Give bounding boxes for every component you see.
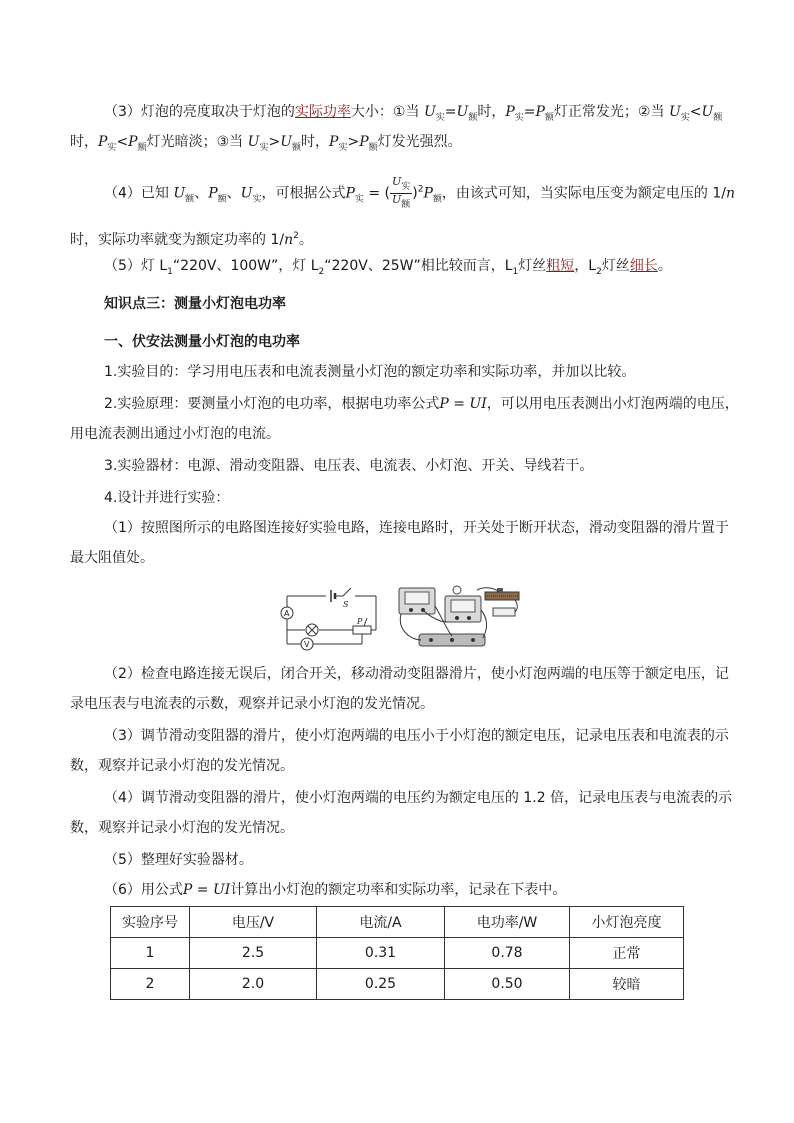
subscript: 额 [544, 113, 554, 123]
exponent: 2 [417, 184, 424, 195]
table-row [111, 969, 684, 1000]
item-1: 1.实验目的：学习用电压表和电流表测量小灯泡的额定功率和实际功率，并加以比较。 [104, 364, 636, 380]
subscript: 实 [107, 143, 117, 153]
text: > [268, 134, 281, 150]
symbol-p: P [98, 134, 108, 150]
table-row [111, 938, 684, 969]
symbol-u: U [173, 185, 186, 202]
text: 时， [301, 134, 330, 150]
subscript: 额 [217, 194, 227, 205]
text: 灯丝 [518, 258, 547, 274]
subscript: 实 [680, 113, 690, 123]
subscript: 实 [401, 182, 411, 192]
para-3-line-1 [104, 102, 722, 128]
subscript: 实 [354, 194, 364, 205]
results-table [110, 906, 684, 1000]
table-header-row [111, 907, 684, 938]
table-cell: 2.0 [190, 969, 317, 1000]
ammeter-label: A [284, 609, 290, 618]
highlight-thick-short: 粗短 [546, 258, 575, 274]
text: = [523, 104, 536, 120]
text: 。 [298, 232, 313, 248]
subscript: 实 [514, 113, 524, 123]
text: （6）用公式 [104, 882, 183, 898]
highlight-thin-long: 细长 [629, 258, 658, 274]
text: 时， [70, 134, 98, 150]
step-4-line-1: （4）调节滑动变阻器的滑片，使小灯泡两端的电压约为额定电压的 1.2 倍，记录电压表与电流表的示 [104, 790, 733, 806]
text: 时， [477, 104, 506, 120]
text: “220V、25W”相比较而言，L [324, 258, 513, 274]
subscript: 实 [259, 143, 269, 153]
step-3-line-2: 数，观察并记录小灯泡的发光情况。 [70, 758, 294, 774]
text: 2.实验原理：要测量小灯泡的电功率，根据电功率公式 [104, 396, 440, 412]
para-3-line-2 [70, 132, 462, 158]
text: “220V、100W”，灯 L [172, 258, 319, 274]
symbol-p: P [329, 134, 339, 150]
text: ，可以用电压表测出小灯泡两端的电压， [486, 396, 739, 412]
subscript: 额 [713, 113, 723, 123]
step-6 [104, 880, 566, 900]
symbol-u: U [247, 134, 260, 150]
table-cell: 正常 [570, 938, 684, 969]
voltmeter-label: V [304, 640, 310, 649]
item-2-line-2: 用电流表测出通过小灯泡的电流。 [70, 426, 280, 442]
step-1-line-2: 最大阻值处。 [70, 550, 154, 566]
fraction [390, 176, 412, 211]
formula-pui: P = UI [182, 882, 231, 898]
slider-label: P [357, 617, 363, 626]
symbol-u: U [701, 104, 714, 120]
table-cell: 0.25 [317, 969, 445, 1000]
symbol-p: P [535, 104, 545, 120]
step-2-line-2: 录电压表与电流表的示数，观察并记录小灯泡的发光情况。 [70, 696, 434, 712]
table-cell: 0.50 [445, 969, 570, 1000]
formula-u: U [391, 175, 402, 188]
text: 、 [194, 185, 209, 202]
subscript: 1 [512, 267, 519, 277]
lamp-icon [306, 624, 318, 636]
table-cell: 2.5 [190, 938, 317, 969]
item-4: 4.设计并进行实验： [104, 490, 230, 506]
symbol-p: P [505, 104, 515, 120]
text: ，由该式可知，当实际电压变为额定电压的 1/ [441, 185, 726, 202]
table-header-cell: 实验序号 [111, 907, 190, 938]
para-4-line-1 [104, 176, 735, 211]
symbol-p: P [208, 185, 218, 202]
table-cell: 较暗 [570, 969, 684, 1000]
text: < [689, 104, 702, 120]
symbol-n: n [726, 185, 736, 202]
subscript: 额 [401, 200, 411, 210]
subsection-title: 一、伏安法测量小灯泡的电功率 [104, 334, 300, 350]
subscript: 额 [185, 194, 195, 205]
step-1-line-1: （1）按照图所示的电路图连接好实验电路，连接电路时，开关处于断开状态，滑动变阻器的滑片置于 [104, 520, 729, 536]
text: 大小：①当 [350, 104, 424, 120]
slider-arrow [364, 618, 367, 626]
text: = [444, 104, 457, 120]
text: 灯丝 [601, 258, 630, 274]
power-formula: $P_实$ = ( $\frac{U_实}{U_额}$ )$^2P_额$ [345, 175, 442, 210]
subscript: 2 [596, 267, 602, 277]
text: 计算出小灯泡的额定功率和实际功率，记录在下表中。 [230, 882, 567, 898]
table-header-cell: 小灯泡亮度 [570, 907, 684, 938]
text: 时，实际功率就变为额定功率的 1/ [70, 232, 285, 248]
subscript: 额 [468, 113, 478, 123]
text: （5）灯 L [104, 258, 168, 274]
text: > [347, 134, 360, 150]
subscript: 额 [137, 143, 147, 153]
circuit-svg [271, 582, 523, 652]
apparatus-illustration [399, 586, 519, 646]
switch-label: S [343, 600, 349, 609]
symbol-u: U [668, 104, 681, 120]
text: 灯正常发光；②当 [553, 104, 669, 120]
step-2-line-1: （2）检查电路连接无误后，闭合开关，移动滑动变阻器滑片，使小灯泡两端的电压等于额定电压，记 [104, 666, 729, 682]
table-header-cell: 电流/A [317, 907, 445, 938]
subscript: 2 [318, 267, 325, 277]
text: < [116, 134, 129, 150]
circuit-figure [271, 582, 523, 652]
step-3-line-1: （3）调节滑动变阻器的滑片，使小灯泡两端的电压小于小灯泡的额定电压，记录电压表和电流表的示 [104, 728, 729, 744]
formula-u: U [391, 193, 402, 206]
circuit-schematic [287, 588, 376, 644]
text: 灯发光强烈。 [377, 134, 462, 150]
table-header-cell: 电压/V [190, 907, 317, 938]
text: 。 [657, 258, 672, 274]
section-title: 知识点三：测量小灯泡电功率 [104, 296, 286, 312]
item-2-line-1 [104, 394, 739, 414]
step-4-line-2: 数，观察并记录小灯泡的发光情况。 [70, 820, 294, 836]
symbol-p: P [359, 134, 369, 150]
text: （4）已知 [104, 185, 174, 202]
text: 、 [226, 185, 241, 202]
table-cell: 2 [111, 969, 190, 1000]
text: ，可根据公式 [261, 185, 346, 202]
formula-p: P [345, 185, 355, 202]
table-cell: 0.31 [317, 938, 445, 969]
exponent: 2 [293, 231, 299, 241]
formula-pui: P = UI [439, 396, 487, 412]
subscript: 额 [292, 143, 302, 153]
subscript: 额 [432, 194, 442, 205]
para-4-line-2 [70, 226, 313, 250]
subscript: 实 [252, 194, 262, 205]
symbol-n: n [284, 232, 294, 248]
symbol-u: U [240, 185, 253, 202]
formula-p: P [423, 185, 433, 202]
symbol-p: P [128, 134, 138, 150]
table-cell: 0.78 [445, 938, 570, 969]
table-cell: 1 [111, 938, 190, 969]
highlight-actual-power: 实际功率 [294, 104, 351, 120]
step-5: （5）整理好实验器材。 [104, 852, 253, 868]
table-header-cell: 电功率/W [445, 907, 570, 938]
symbol-u: U [456, 104, 469, 120]
text: 灯光暗淡；③当 [146, 134, 248, 150]
para-5 [104, 256, 672, 282]
subscript: 实 [338, 143, 348, 153]
symbol-u: U [423, 104, 436, 120]
subscript: 实 [435, 113, 445, 123]
item-3: 3.实验器材：电源、滑动变阻器、电压表、电流表、小灯泡、开关、导线若干。 [104, 458, 594, 474]
subscript: 1 [167, 267, 173, 277]
subscript: 额 [368, 143, 378, 153]
text: （3）灯泡的亮度取决于灯泡的 [104, 104, 295, 120]
symbol-u: U [280, 134, 292, 150]
text: ，L [574, 258, 597, 274]
